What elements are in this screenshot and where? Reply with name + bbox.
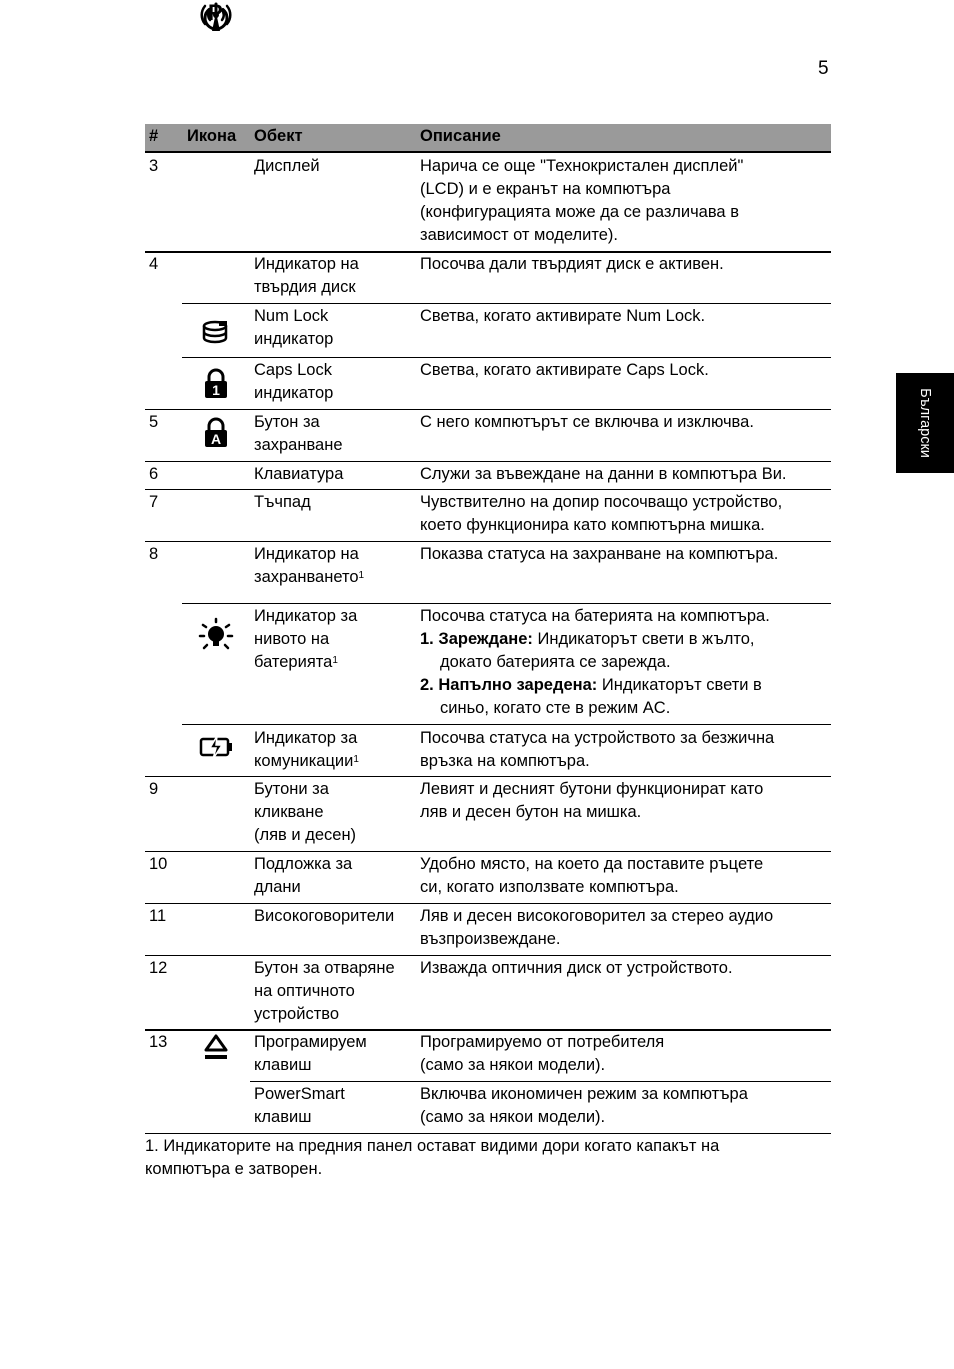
row-number: 13 [149, 1033, 168, 1051]
footnote-line: 1. Индикаторите на предния панел остават видими дори когато капакът на [145, 1137, 720, 1155]
list-term: Напълно заредена: [438, 676, 598, 694]
object-line [254, 628, 357, 651]
description [420, 411, 830, 434]
list-continuation: докато батерията се зарежда. [440, 653, 671, 671]
object-line [254, 750, 359, 773]
description-line: Светва, когато активирате Num Lock. [420, 307, 706, 325]
object-text: Индикатор за [254, 729, 358, 747]
object-line [254, 411, 343, 434]
object-line [254, 905, 394, 928]
object-line [254, 359, 333, 382]
object-text: индикатор [254, 384, 334, 402]
object-name [254, 253, 359, 299]
object-name [254, 463, 343, 486]
object-name [254, 155, 320, 178]
row-number: 9 [149, 780, 159, 798]
object-line [254, 305, 333, 328]
description [420, 253, 830, 276]
description-list-item [420, 674, 830, 697]
row-number: 8 [149, 545, 159, 563]
object-line [254, 727, 359, 750]
object-line [254, 463, 343, 486]
object-text: индикатор [254, 330, 334, 348]
description-line: Показва статуса на захранване на компютъра. [420, 545, 779, 563]
description [420, 778, 830, 824]
object-text: Бутони за [254, 780, 329, 798]
description-line: зависимост от моделите). [420, 226, 618, 244]
list-number: 1. [420, 630, 434, 648]
description [420, 853, 830, 899]
object-line [254, 876, 352, 899]
row-divider [145, 903, 831, 904]
p-key-label: P [208, 0, 223, 25]
object-name [254, 727, 359, 773]
object-text: длани [254, 878, 301, 896]
description-line: Удобно място, на което да поставите ръцете [420, 855, 764, 873]
footnote-ref: 1 [332, 655, 338, 666]
object-line [254, 651, 357, 674]
object-line [254, 1106, 345, 1129]
object-name [254, 359, 333, 405]
row-number: 6 [149, 465, 159, 483]
object-text: захранване [254, 436, 343, 454]
description [420, 463, 830, 486]
object-line [254, 1031, 367, 1054]
object-text: на оптичното [254, 982, 355, 1000]
object-text: Caps Lock [254, 361, 332, 379]
description-line: което функционира като компютърна мишка. [420, 516, 765, 534]
object-text: захранването [254, 568, 359, 586]
description-line: Включва икономичен режим за компютъра [420, 1085, 748, 1103]
object-line [254, 778, 356, 801]
row-number: 5 [149, 413, 159, 431]
description-line: Левият и десният бутони функционират като [420, 780, 764, 798]
description [420, 305, 830, 328]
object-line [254, 328, 333, 351]
description-list-item [420, 628, 830, 651]
description-line: си, когато използвате компютъра. [420, 878, 679, 896]
row-divider [182, 724, 831, 725]
description-line: (само за някои модели). [420, 1056, 606, 1074]
object-text: Тъчпад [254, 493, 311, 511]
object-text: клавиш [254, 1108, 312, 1126]
row-number: 10 [149, 855, 168, 873]
description-line: ляв и десен бутон на мишка. [420, 803, 642, 821]
object-text: кликване [254, 803, 324, 821]
row-number: 3 [149, 157, 159, 175]
description-line: Посочва дали твърдият диск е активен. [420, 255, 724, 273]
row-divider [182, 303, 831, 304]
description [420, 905, 830, 951]
footnote-ref: 1 [358, 570, 365, 581]
object-line [254, 276, 359, 299]
object-text: Num Lock [254, 307, 329, 325]
battery-icon [198, 729, 234, 765]
object-text: устройство [254, 1005, 340, 1023]
object-line [254, 253, 359, 276]
description [420, 359, 830, 382]
row-number: 7 [149, 493, 159, 511]
object-text: Високоговорители [254, 907, 395, 925]
object-text: батерията [254, 653, 333, 671]
object-line [254, 543, 364, 566]
object-name [254, 778, 356, 847]
object-line [254, 1083, 345, 1106]
description-line: (LCD) и е екранът на компютъра [420, 180, 671, 198]
object-line [254, 1054, 367, 1077]
object-text: Бутон за отваряне [254, 959, 395, 977]
object-text: клавиш [254, 1056, 312, 1074]
row-number: 12 [149, 959, 168, 977]
svg-text:A: A [210, 431, 222, 447]
object-text: Индикатор за [254, 607, 358, 625]
row-divider [182, 357, 831, 358]
object-text: Подложка за [254, 855, 353, 873]
object-text: комуникации [254, 752, 354, 770]
description-line: възпроизвеждане. [420, 930, 561, 948]
page-number: 5 [818, 58, 829, 79]
row-divider [145, 955, 831, 956]
header-icon: Икона [187, 127, 237, 145]
row-divider [145, 489, 831, 490]
object-name [254, 543, 364, 589]
table-header [145, 124, 831, 153]
description-line: Чувствително на допир посочващо устройство, [420, 493, 783, 511]
object-line [254, 980, 395, 1003]
description-line: Нарича се още "Технокристален дисплей" [420, 157, 744, 175]
object-name [254, 305, 333, 351]
object-text: Индикатор на [254, 545, 359, 563]
row-divider [145, 776, 831, 777]
object-name [254, 491, 311, 514]
description-line: Ляв и десен високоговорител за стерео аудио [420, 907, 774, 925]
description [420, 727, 830, 773]
eject-icon [198, 1031, 234, 1067]
object-line [254, 566, 364, 589]
object-text: твърдия диск [254, 278, 356, 296]
object-line [254, 434, 343, 457]
row-divider [145, 851, 831, 852]
list-text: Индикаторът свети в [597, 676, 762, 694]
row-divider [250, 1081, 831, 1082]
description-line: Служи за въвеждане на данни в компютъра Ви. [420, 465, 787, 483]
row-divider [145, 461, 831, 462]
description [420, 1031, 830, 1077]
object-line [254, 155, 320, 178]
hard-disk-icon [198, 315, 234, 351]
object-text: Индикатор на [254, 255, 359, 273]
description [420, 1083, 830, 1129]
object-text: (ляв и десен) [254, 826, 357, 844]
footnote-ref: 1 [353, 754, 359, 765]
header-description: Описание [420, 127, 501, 145]
row-divider [182, 603, 831, 604]
row-number: 11 [149, 907, 167, 925]
object-line [254, 824, 356, 847]
object-line [254, 801, 356, 824]
object-line [254, 957, 395, 980]
description [420, 491, 830, 537]
power-indicator-icon [198, 617, 234, 653]
description-line: Програмируемо от потребителя [420, 1033, 665, 1051]
description-line: Светва, когато активирате Caps Lock. [420, 361, 709, 379]
object-line [254, 491, 311, 514]
description-line: Посочва статуса на батерията на компютъра. [420, 607, 770, 625]
object-text: Дисплей [254, 157, 320, 175]
caps-lock-icon [198, 415, 234, 451]
object-line [254, 382, 333, 405]
description [420, 543, 830, 566]
object-text: Клавиатура [254, 465, 344, 483]
object-line [254, 605, 357, 628]
description [420, 155, 830, 247]
object-name [254, 1083, 345, 1129]
footnote-line: компютъра е затворен. [145, 1160, 323, 1178]
object-line [254, 853, 352, 876]
object-text: Бутон за [254, 413, 320, 431]
object-line [254, 1003, 395, 1026]
num-lock-icon [198, 366, 234, 402]
description-line: Посочва статуса на устройството за безжична [420, 729, 775, 747]
object-name [254, 853, 352, 899]
object-name [254, 605, 357, 674]
p-key-icon [198, 0, 234, 36]
object-name [254, 411, 343, 457]
description-line: Изважда оптичния диск от устройството. [420, 959, 733, 977]
object-text: нивото на [254, 630, 330, 648]
object-text: PowerSmart [254, 1085, 345, 1103]
object-text: Програмируем [254, 1033, 367, 1051]
language-side-tab [896, 373, 954, 473]
list-text: Индикаторът свети в жълто, [532, 630, 755, 648]
svg-text:1: 1 [212, 382, 220, 398]
description-line: връзка на компютъра. [420, 752, 590, 770]
description-line: (само за някои модели). [420, 1108, 606, 1126]
language-label: Български [917, 388, 933, 458]
footnote [145, 1135, 719, 1181]
header-object: Обект [254, 127, 303, 145]
description-line: (конфигурацията може да се различава в [420, 203, 739, 221]
row-divider [145, 541, 831, 542]
object-name [254, 905, 394, 928]
header-num: # [149, 127, 159, 145]
object-name [254, 957, 395, 1026]
list-number: 2. [420, 676, 434, 694]
list-continuation: синьо, когато сте в режим AC. [440, 699, 671, 717]
row-number: 4 [149, 255, 159, 273]
description [420, 605, 830, 720]
object-name [254, 1031, 367, 1077]
row-divider [145, 1133, 831, 1134]
description [420, 957, 830, 980]
list-term: Зареждане: [438, 630, 533, 648]
description-line: С него компютърът се включва и изключва. [420, 413, 754, 431]
row-divider [145, 409, 831, 410]
